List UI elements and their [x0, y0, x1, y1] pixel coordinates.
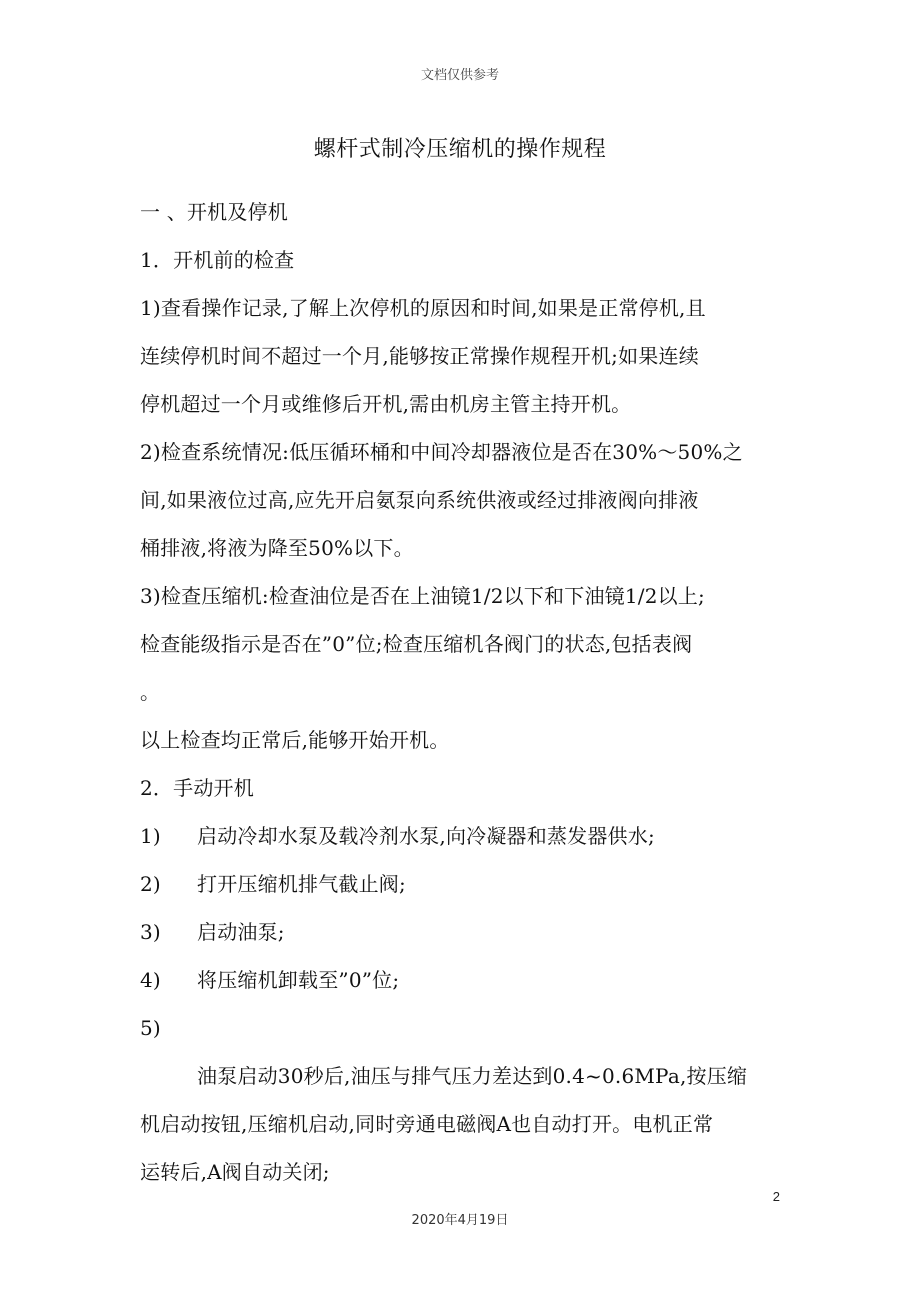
document-body [140, 188, 790, 1196]
list-text: 打开压缩机排气截止阀; [197, 872, 406, 896]
list-text: 启动油泵; [197, 920, 285, 944]
list-number: 4) [140, 968, 161, 992]
paragraph-line: 桶排液,将液为降至50%以下。 [140, 536, 414, 560]
document-header: 文档仅供参考 [420, 68, 499, 83]
paragraph-line: 运转后,A阀自动关闭; [140, 1160, 330, 1184]
paragraph-line: 2)检查系统情况:低压循环桶和中间冷却器液位是否在30%～50%之 [140, 440, 743, 464]
paragraph-line: 连续停机时间不超过一个月,能够按正常操作规程开机;如果连续 [140, 344, 699, 368]
footer-date: 2020年4月19日 [411, 1213, 509, 1228]
paragraph-line: 1)查看操作记录,了解上次停机的原因和时间,如果是正常停机,且 [140, 296, 706, 320]
paragraph-line: 。 [140, 680, 161, 704]
list-text: 将压缩机卸载至”0”位; [197, 968, 400, 992]
page-number: 2 [772, 1189, 780, 1204]
list-item [140, 860, 790, 908]
list-text: 启动冷却水泵及载冷剂水泵,向冷凝器和蒸发器供水; [197, 824, 655, 848]
paragraph-line: 检查能级指示是否在”0”位;检查压缩机各阀门的状态,包括表阀 [140, 632, 693, 656]
conclusion-line: 以上检查均正常后,能够开始开机。 [140, 728, 450, 752]
list-number: 1) [140, 824, 161, 848]
paragraph-line: 间,如果液位过高,应先开启氨泵向系统供液或经过排液阀向排液 [140, 488, 699, 512]
section-heading: 一 、开机及停机 [140, 200, 288, 224]
list-item [140, 908, 790, 956]
subsection-heading: 1．开机前的检查 [140, 248, 295, 272]
list-number: 2) [140, 872, 161, 896]
subsection-heading: 2．手动开机 [140, 776, 254, 800]
document-title: 螺杆式制冷压缩机的操作规程 [313, 137, 607, 162]
paragraph-line: 机启动按钮,压缩机启动,同时旁通电磁阀A也自动打开。电机正常 [140, 1112, 714, 1136]
list-item [140, 956, 790, 1004]
list-item [140, 1004, 790, 1052]
paragraph-line: 3)检查压缩机:检查油位是否在上油镜1/2以下和下油镜1/2以上; [140, 584, 705, 608]
paragraph-line: 油泵启动30秒后,油压与排气压力差达到0.4~0.6MPa,按压缩 [197, 1064, 748, 1088]
list-item [140, 812, 790, 860]
list-number: 5) [140, 1016, 161, 1040]
list-number: 3) [140, 920, 161, 944]
paragraph-line: 停机超过一个月或维修后开机,需由机房主管主持开机。 [140, 392, 632, 416]
